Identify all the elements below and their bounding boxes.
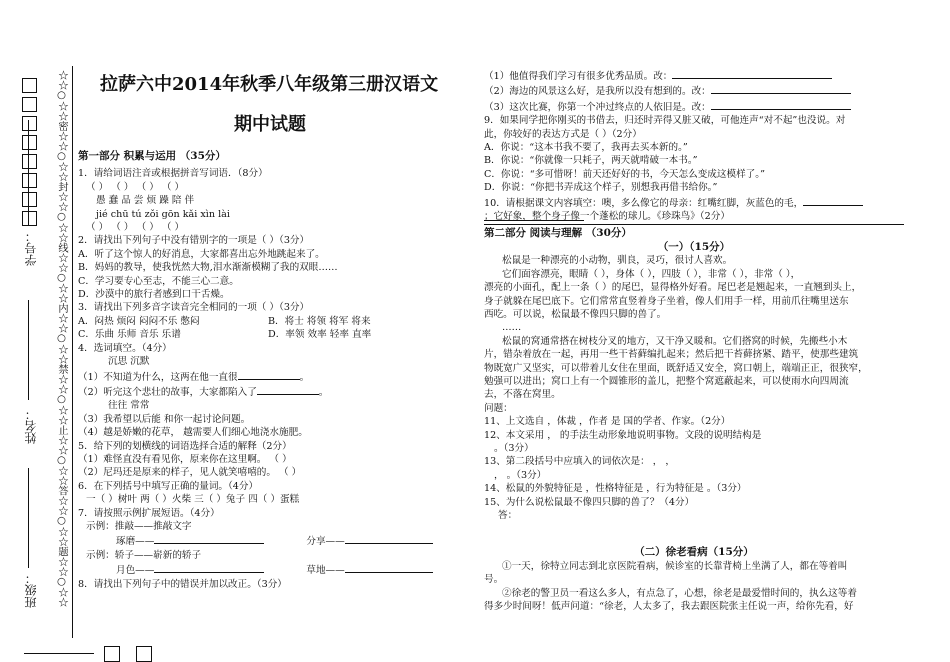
q12-cont: 。（3分） <box>494 442 534 454</box>
answer-blank[interactable] <box>238 369 300 380</box>
answer-blank[interactable] <box>154 533 264 544</box>
q1-brackets-top[interactable]: （ ） （ ） （ ） （ ） <box>86 181 185 193</box>
seal-text-content: ☆☆○☆☆密☆☆○☆☆封☆☆○☆☆线☆☆○☆☆内☆☆○☆☆禁☆☆○☆☆止☆☆○☆☆答☆☆○☆☆题☆☆○☆☆ <box>56 70 67 608</box>
answer-blank[interactable] <box>154 562 264 573</box>
q7-example-2: 示例：轿子——崭新的轿子 <box>86 549 202 561</box>
bottom-box <box>136 646 152 662</box>
answer-blank[interactable] <box>345 533 433 544</box>
passage1-p3e: 去，不落在窝里。 <box>484 389 561 401</box>
q7-d: 草地—— <box>306 565 345 577</box>
q4: 4．选词填空。（4分） <box>78 342 172 354</box>
class-line[interactable] <box>28 468 29 568</box>
q10-cont <box>484 210 904 223</box>
bottom-arrow-line <box>24 653 94 654</box>
id-box[interactable] <box>22 211 37 226</box>
exam-title-line2: 期中试题 <box>234 114 306 135</box>
answer-blank[interactable] <box>672 68 832 79</box>
passage2-p2a: ②徐老的警卫员一看这么多人，有点急了，心想，徐老是最爱惜时间的，执么这等着 <box>502 587 857 599</box>
passage1-p1: 松鼠是一种漂亮的小动物，驯良，灵巧，很讨人喜欢。 <box>502 255 733 267</box>
q13: 13、第二段括号中应填入的词依次是： ， ， <box>484 456 675 468</box>
answer-blank[interactable] <box>711 83 851 94</box>
q2: 2．请找出下列句子中没有错别字的一项是（ ）（3分） <box>78 235 310 247</box>
class-label: 班级： <box>24 572 38 608</box>
q13-cont: ， 。（3分） <box>494 469 547 481</box>
q10-text: 10．请根据课文内容填空：噢，多么像它的母亲：红嘴红脚，灰蓝色的毛， <box>484 197 804 209</box>
r1-text: （1）他值得我们学习有很多优秀品质。改： <box>484 71 673 82</box>
q5-item-2: （2）尼玛还是原来的样子，见人就笑嘻嘻的。 （ ） <box>78 467 302 479</box>
q9-option-d: D．你说：“你把书弄成这个样子，别想我再借书给你。” <box>484 182 718 194</box>
left-column <box>78 150 458 591</box>
name-line[interactable] <box>28 300 29 400</box>
part1-heading: 第一部分 积累与运用 （35分） <box>78 150 226 162</box>
q15: 15、为什么说松鼠最不像四只脚的兽了？（4分） <box>484 496 695 508</box>
q10b-text: ；它好象，整个身子像一个蓬松的球儿。《珍珠鸟》（2分） <box>484 211 730 223</box>
q9-option-a: A．你说：“这本书我不要了，我再去买本新的。” <box>484 142 688 154</box>
passage1-p2c: 身子就躲在尾巴底下。它们常常直竖着身子坐着，像人们用手一样，用前爪往嘴里送东 <box>484 295 849 307</box>
q3-option-b: B．将士 将领 将军 将来 <box>268 315 371 327</box>
r2 <box>484 83 904 98</box>
passage1-ellipsis: …… <box>502 322 522 334</box>
q4-item-1-text: （1）不知道为什么，这两在他一直很 <box>78 371 238 383</box>
answer-blank[interactable] <box>484 210 584 221</box>
passage1-p2d: 西吃。可以说，松鼠最不像四只脚的兽了。 <box>484 308 667 320</box>
q11: 11、上文选自 ，体裁 ，作者 是 国的学者、作家。（2分） <box>484 416 731 428</box>
q8: 8．请找出下列句子中的错误并加以改正。（3分） <box>78 578 287 590</box>
id-box[interactable] <box>22 154 37 169</box>
q3: 3．请找出下列多音字读音完全相同的一项（ ）（3分） <box>78 302 310 314</box>
q9-option-b: B．你说：“你就像一只耗子，两天就啃破一本书。” <box>484 155 698 167</box>
q5-item-1: （1）难怪直没有看见你，原来你在这里啊。 （ ） <box>78 453 292 465</box>
passage1-p2b: 漂亮的小面孔，配上一条（ ）的尾巴，显得格外好看。尾巴老是翘起来，一直翘到头上， <box>484 282 862 294</box>
q4-item-2: （2）听完这个悲壮的故事，大家都陷入了 。 <box>78 384 458 399</box>
q2-option-b: B．妈妈的教导，使我恍然大物,泪水渐渐模糊了我的双眼…… <box>78 262 338 274</box>
r3-text: （3）这次比赛，你第一个冲过终点的人依旧是。改： <box>484 101 711 113</box>
q1-words: 愚 蠢 品 尝 烦 躁 陪 伴 <box>96 195 195 207</box>
q10 <box>484 195 904 210</box>
answer-blank[interactable] <box>257 384 319 395</box>
exam-title-line1: 拉萨六中2014年秋季八年级第三册汉语文 <box>100 74 439 95</box>
q6: 6．在下列括号中填写正确的量词。（4分） <box>78 480 259 492</box>
q2-option-c: C．学习要专心至志，不能三心二意。 <box>78 275 239 287</box>
q12: 12、本文采用 ， 的手法生动形象地说明事物。文段的说明结构是 <box>484 429 762 441</box>
answer-blank[interactable] <box>711 99 851 110</box>
q5: 5．给下列的划横线的词语选择合适的解释（2分） <box>78 440 292 452</box>
q4-item-4: （4）越是娇嫩的花草， 越需要人们细心地浇水施肥。 <box>78 427 308 439</box>
passage1-p3d: 勉强可以进出；窝口上有一个圆锥形的盖儿，把整个窝遮蔽起来，可以使雨水向四周流 <box>484 375 849 387</box>
q4-options-1: 沉思 沉默 <box>108 356 150 368</box>
id-box[interactable] <box>22 116 37 131</box>
q9-cont: 此，你较好的表达方式是（ ）（2分） <box>484 128 642 140</box>
passage1-p3b: 片，错杂着放在一起，再用一些干苔藓编扎起来；然后把干苔藓挤紧、踏平，使那些建筑 <box>484 349 859 361</box>
r2-text: （2）海边的风景这么好，是我所以没有想到的。改： <box>484 86 711 98</box>
q14: 14、松鼠的外貌特征是 ，性格特征是 ，行为特征是 。（3分） <box>484 483 747 495</box>
passage2-p1a: ①一天，徐特立同志到北京医院看病，候诊室的长靠背椅上坐满了人，都在等着叫 <box>502 560 848 572</box>
id-box[interactable] <box>22 135 37 150</box>
section1-heading: （一）（15分） <box>657 240 731 253</box>
q3-row2 <box>78 328 458 341</box>
q7-b: 分享—— <box>306 536 345 548</box>
q3-row1 <box>78 315 458 328</box>
passage1-p3c: 物既宽广又坚实，可以带着儿女住在里面，既舒适又安全，窝口朝上，端端正正，很狭窄， <box>484 362 868 374</box>
q9: 9．如果同学把你刚买的书借去，归还时弄得又脏又破，可他连声“对不起”也没说。对 <box>484 115 846 127</box>
r1 <box>484 68 904 83</box>
q7-example-1: 示例：推敲——推敲文字 <box>86 520 192 532</box>
id-box[interactable] <box>22 78 37 93</box>
passage2-p2b: 得多少时间呀！低声问道：“徐老，人太多了，我去跟医院张主任说一声，给你先看，好 <box>484 601 854 613</box>
id-box[interactable] <box>22 192 37 207</box>
q7-row1 <box>78 533 458 548</box>
id-box[interactable] <box>22 97 37 112</box>
part2-divider <box>484 224 904 225</box>
id-box[interactable] <box>22 173 37 188</box>
q7-c: 月色—— <box>116 565 155 577</box>
id-label: 学号： <box>24 230 38 266</box>
q1-brackets-bottom[interactable]: （ ） （ ） （ ） （ ） <box>86 222 185 234</box>
name-label: 姓名： <box>24 408 38 444</box>
answer-label: 答： <box>498 510 518 521</box>
q2-option-d: D．沙漠中的旅行者感到口干舌燥。 <box>78 289 230 301</box>
right-column <box>484 68 904 613</box>
r3 <box>484 99 904 114</box>
q1: 1．请给词语注音或根据拼音写词语．（8分） <box>78 168 268 180</box>
bottom-box <box>104 646 120 662</box>
questions-label: 问题： <box>484 402 513 414</box>
part2-heading: 第二部分 阅读与理解 （30分） <box>484 227 632 240</box>
q4-item-3: （3）我希望以后能 和你一起讨论问题。 <box>78 413 251 425</box>
q7: 7．请按照示例扩展短语。（4分） <box>78 507 220 519</box>
answer-blank[interactable] <box>345 562 433 573</box>
q7-row2 <box>78 562 458 577</box>
q6-items: 一（ ）树叶 两（ ）火柴 三（ ）兔子 四（ ）蛋糕 <box>86 494 300 506</box>
seal-text <box>54 70 68 635</box>
q4-item-2-text: （2）听完这个悲壮的故事，大家都陷入了 <box>78 386 257 398</box>
section2-heading: （二）徐老看病（15分） <box>634 546 754 559</box>
q4-options-2: 往往 常常 <box>108 400 150 412</box>
passage1-p2a: 它们面容漂亮，眼睛（ ），身体（ ），四肢（ ），非常（ ），非常（ ）， <box>502 268 801 280</box>
q7-a: 琢磨—— <box>116 536 155 548</box>
q3-option-d: D．率领 效率 轻率 直率 <box>268 329 372 341</box>
q3-option-c: C．乐曲 乐师 音乐 乐谱 <box>78 329 181 341</box>
passage1-p3a: 松鼠的窝通常搭在树枝分叉的地方，又干净又暖和。它们搭窝的时候，先搬些小木 <box>502 335 848 347</box>
id-boxes <box>22 78 37 226</box>
q4-item-1: （1）不知道为什么，这两在他一直很 。 <box>78 369 458 384</box>
passage2-p1b: 号。 <box>484 574 504 586</box>
q1-pinyin: jié chū tú zǒi gōn kǎi xìn lài <box>96 208 230 220</box>
q2-option-a: A．听了这个惊人的好消息，大家都喜出忘外地跳起来了。 <box>78 248 325 260</box>
q9-option-c: C．你说：“多可惜呀！前天还好好的书，今天怎么变成这模样了。” <box>484 168 765 180</box>
q3-option-a: A．闷热 烦闷 闷闷不乐 憋闷 <box>78 315 200 327</box>
answer-blank[interactable] <box>803 195 863 206</box>
